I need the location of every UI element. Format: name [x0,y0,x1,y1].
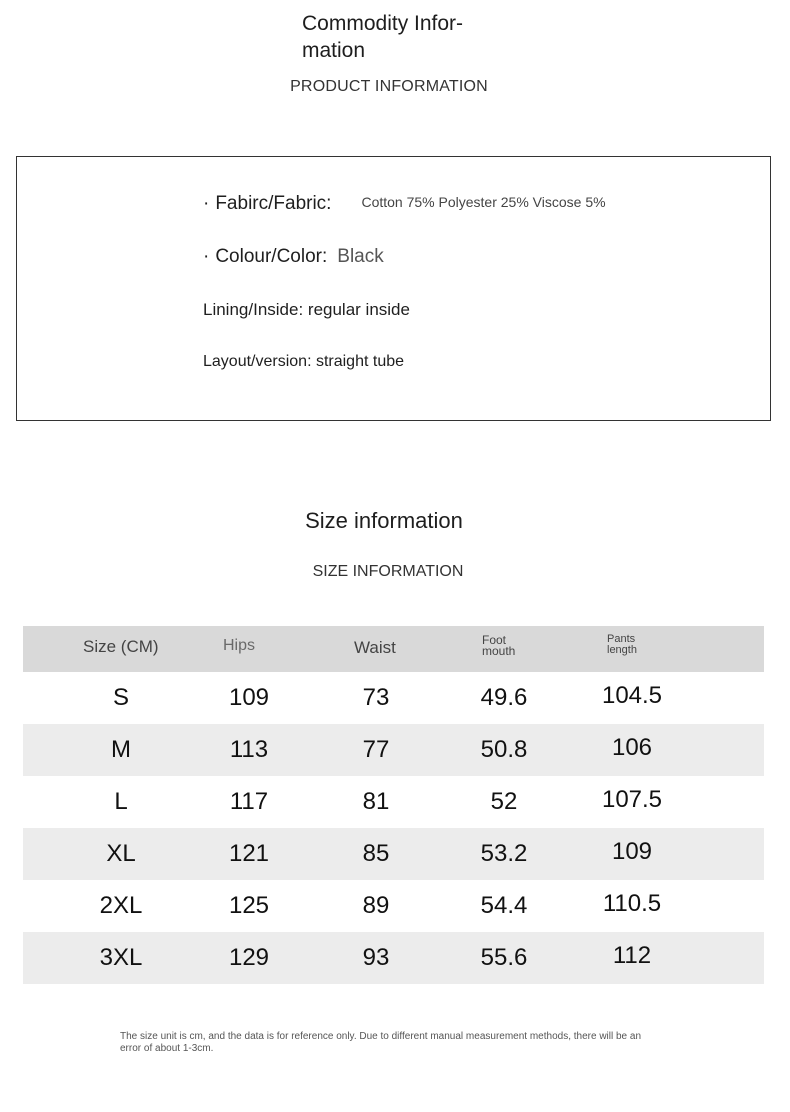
cell-hips: 117 [229,788,269,815]
cell-size: 3XL [99,944,143,971]
lining-row: Lining/Inside: regular inside [203,300,410,319]
table-row [23,724,764,776]
commodity-information-title: Commodity Infor- mation [302,12,464,62]
cell-waist: 93 [362,944,390,971]
color-label: Colour/Color: [215,246,328,267]
cell-waist: 89 [362,892,390,919]
cell-pants-length: 106 [611,734,653,761]
cell-pants-length: 112 [612,942,652,969]
cell-waist: 77 [362,736,390,763]
fabric-label: Fabirc/Fabric: [215,193,332,214]
header-waist: Waist [354,638,396,657]
size-information-title: Size information [305,508,463,533]
cell-pants-length: 107.5 [601,786,663,813]
cell-foot-mouth: 55.6 [480,944,528,971]
layout-row: Layout/version: straight tube [203,353,405,370]
cell-size: S [112,684,129,711]
table-row [23,672,764,724]
cell-size: L [114,788,128,815]
cell-waist: 85 [362,840,390,867]
product-information-subtitle: PRODUCT INFORMATION [290,78,488,95]
table-row [23,828,764,880]
color-bullet: · [203,246,210,267]
cell-pants-length: 104.5 [601,682,663,709]
fabric-row [203,193,606,215]
product-info-box [16,156,771,421]
fabric-value: Cotton 75% Polyester 25% Viscose 5% [361,194,606,210]
header-pants-length: Pants length [607,633,637,656]
cell-foot-mouth: 50.8 [480,736,528,763]
cell-foot-mouth: 54.4 [480,892,528,919]
cell-pants-length: 110.5 [602,890,662,917]
size-table [23,626,764,984]
cell-hips: 129 [228,944,270,971]
fabric-bullet: · [203,193,210,214]
table-header [23,626,764,672]
cell-hips: 125 [228,892,270,919]
cell-size: XL [106,840,136,867]
header-foot-mouth: Foot mouth [482,633,516,658]
color-row [203,246,384,268]
cell-size: 2XL [99,892,143,919]
color-value: Black [337,246,384,267]
table-row [23,776,764,828]
cell-hips: 109 [228,684,270,711]
table-row [23,880,764,932]
cell-size: M [111,736,131,763]
cell-pants-length: 109 [611,838,653,865]
cell-hips: 113 [229,736,269,763]
size-footnote: The size unit is cm, and the data is for reference only. Due to different manual measurement methods, there will be an error of about 1-3cm. [120,1031,642,1054]
size-information-subtitle: SIZE INFORMATION [312,563,464,580]
table-row [23,932,764,984]
cell-foot-mouth: 52 [490,788,518,815]
cell-foot-mouth: 53.2 [480,840,528,867]
cell-foot-mouth: 49.6 [480,684,528,711]
cell-waist: 81 [362,788,390,815]
header-hips: Hips [223,637,256,654]
cell-waist: 73 [362,684,390,711]
cell-hips: 121 [228,840,270,867]
header-size: Size (CM) [83,637,159,656]
